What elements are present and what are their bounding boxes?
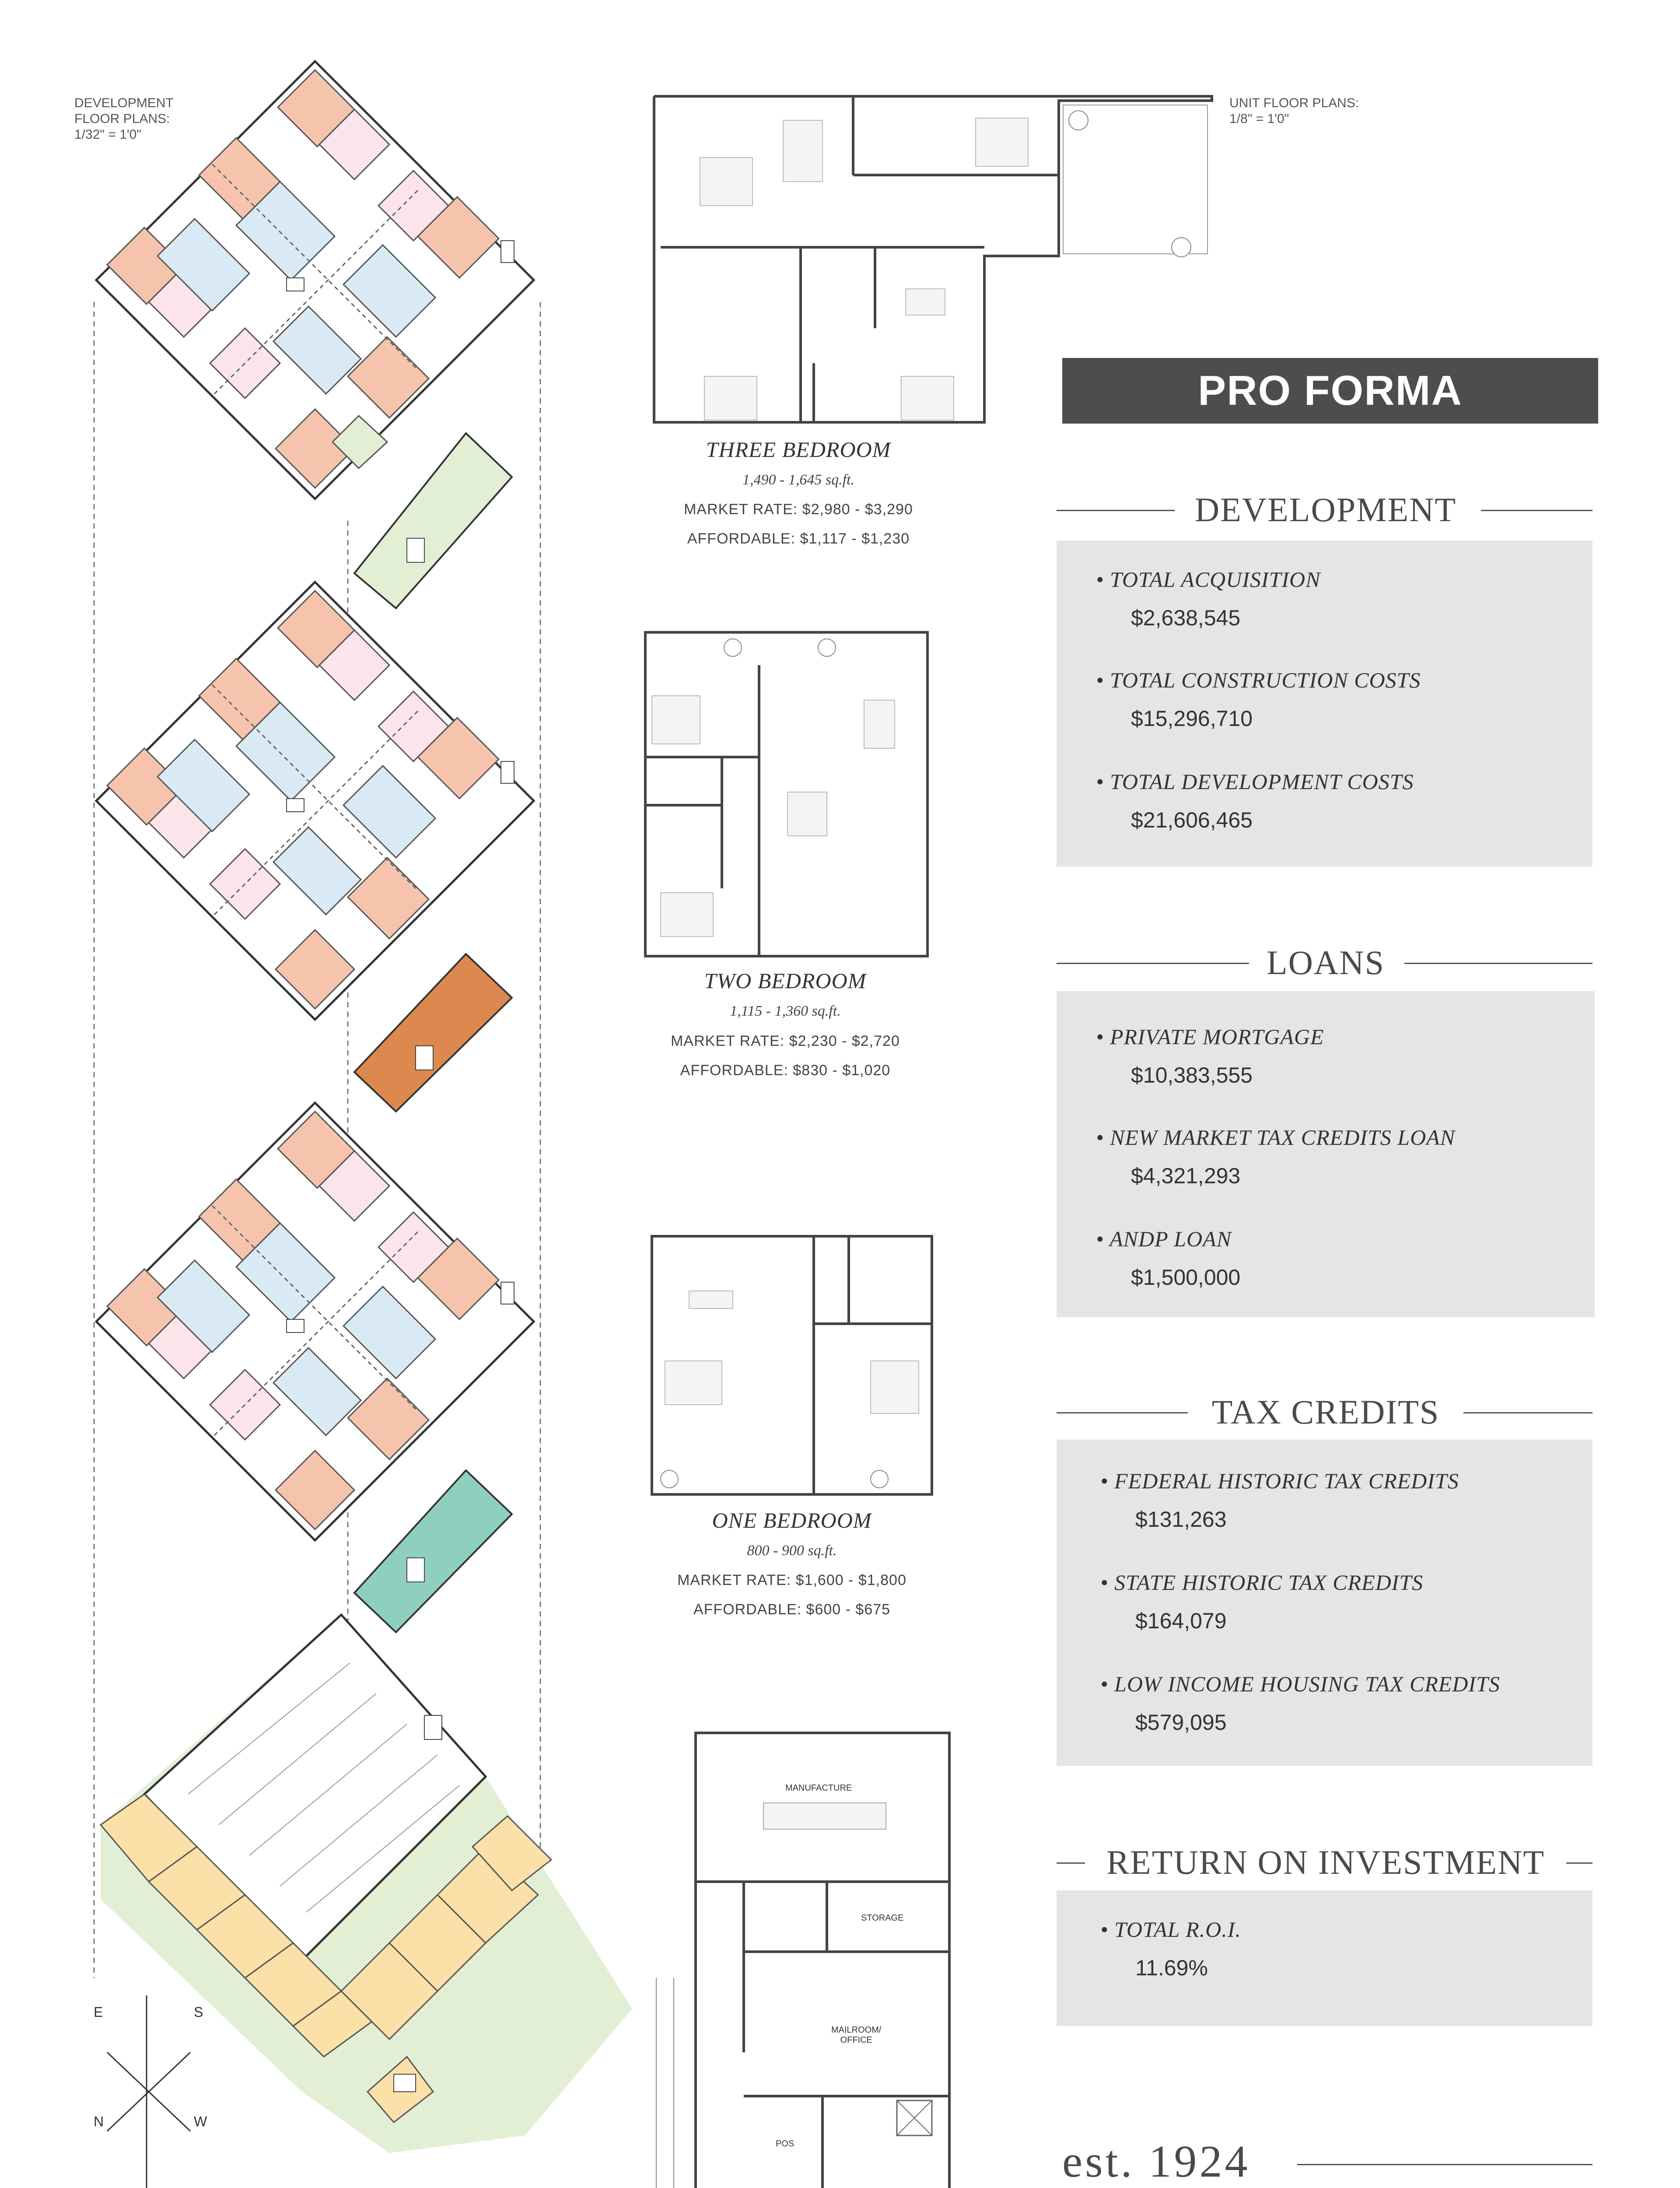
section-rule — [1566, 1862, 1592, 1864]
item-private-mortgage-label: • PRIVATE MORTGAGE — [1096, 1024, 1324, 1049]
section-rule — [1057, 963, 1249, 964]
section-rule — [1057, 1862, 1085, 1864]
pro-forma-banner: PRO FORMA — [1062, 358, 1598, 424]
two-bedroom-affordable: AFFORDABLE: $830 - $1,020 — [680, 1062, 891, 1079]
item-state-htc-value: $164,079 — [1135, 1609, 1227, 1633]
two-bedroom-title: TWO BEDROOM — [704, 968, 867, 993]
section-title-tax-credits: TAX CREDITS — [1211, 1393, 1440, 1431]
three-bedroom-size: 1,490 - 1,645 sq.ft. — [742, 472, 854, 488]
item-federal-htc-label: • FEDERAL HISTORIC TAX CREDITS — [1100, 1469, 1459, 1493]
compass-label-n: N — [94, 2114, 104, 2129]
item-state-htc-label: • STATE HISTORIC TAX CREDITS — [1100, 1570, 1424, 1595]
section-rule — [1057, 1412, 1188, 1413]
room-label-pos: POS — [776, 2139, 794, 2149]
section-rule — [1481, 510, 1592, 511]
section-rule — [1404, 963, 1592, 964]
item-total-roi-label: • TOTAL R.O.I. — [1100, 1917, 1241, 1942]
section-rule — [1057, 510, 1175, 511]
brand-rule-top — [1297, 2164, 1592, 2165]
item-lihtc-value: $579,095 — [1135, 1710, 1227, 1735]
one-bedroom-market: MARKET RATE: $1,600 - $1,800 — [677, 1572, 906, 1588]
loans-panel — [1057, 991, 1595, 1317]
brand-est: est. 1924 — [1062, 2136, 1250, 2187]
one-bedroom-size: 800 - 900 sq.ft. — [747, 1543, 837, 1559]
item-lihtc-label: • LOW INCOME HOUSING TAX CREDITS — [1100, 1672, 1500, 1696]
three-bedroom-market: MARKET RATE: $2,980 - $3,290 — [684, 501, 913, 518]
compass-icon — [107, 1995, 190, 2188]
item-andp-loan-value: $1,500,000 — [1131, 1265, 1241, 1290]
section-title-roi: RETURN ON INVESTMENT — [1106, 1843, 1545, 1881]
item-development-costs-value: $21,606,465 — [1131, 808, 1253, 832]
two-bedroom-size: 1,115 - 1,360 sq.ft. — [730, 1003, 841, 1019]
compass-label-e: E — [94, 2004, 103, 2020]
roi-panel — [1057, 1890, 1592, 2026]
one-bedroom-title: ONE BEDROOM — [712, 1508, 872, 1532]
item-private-mortgage-value: $10,383,555 — [1131, 1063, 1253, 1087]
item-construction-costs-value: $15,296,710 — [1131, 706, 1253, 731]
item-construction-costs-label: • TOTAL CONSTRUCTION COSTS — [1096, 668, 1421, 692]
development-scale-note: DEVELOPMENT FLOOR PLANS: 1/32" = 1'0" — [74, 96, 174, 142]
tax-credits-panel — [1057, 1440, 1592, 1766]
item-federal-htc-value: $131,263 — [1135, 1507, 1227, 1532]
item-total-acquisition-label: • TOTAL ACQUISITION — [1096, 567, 1321, 592]
room-label-mailroom: MAILROOM/ OFFICE — [831, 2025, 882, 2045]
three-bedroom-title: THREE BEDROOM — [706, 437, 891, 462]
item-total-acquisition-value: $2,638,545 — [1131, 606, 1241, 630]
compass-label-w: W — [194, 2114, 207, 2129]
compass-label-s: S — [194, 2004, 203, 2020]
section-title-loans: LOANS — [1266, 943, 1385, 982]
item-andp-loan-label: • ANDP LOAN — [1096, 1227, 1232, 1251]
development-panel — [1057, 540, 1592, 866]
room-label-manufacture: MANUFACTURE — [785, 1783, 852, 1793]
section-rule — [1463, 1412, 1592, 1413]
section-title-development: DEVELOPMENT — [1194, 491, 1457, 529]
two-bedroom-market: MARKET RATE: $2,230 - $2,720 — [671, 1033, 900, 1049]
item-nmtc-loan-label: • NEW MARKET TAX CREDITS LOAN — [1096, 1125, 1456, 1150]
unit-scale-note: UNIT FLOOR PLANS: 1/8" = 1'0" — [1229, 96, 1359, 126]
item-total-roi-value: 11.69% — [1135, 1956, 1208, 1980]
three-bedroom-affordable: AFFORDABLE: $1,117 - $1,230 — [687, 530, 910, 547]
room-label-storage: STORAGE — [861, 1913, 904, 1923]
item-development-costs-label: • TOTAL DEVELOPMENT COSTS — [1096, 769, 1414, 794]
item-nmtc-loan-value: $4,321,293 — [1131, 1164, 1241, 1188]
one-bedroom-affordable: AFFORDABLE: $600 - $675 — [693, 1601, 891, 1618]
